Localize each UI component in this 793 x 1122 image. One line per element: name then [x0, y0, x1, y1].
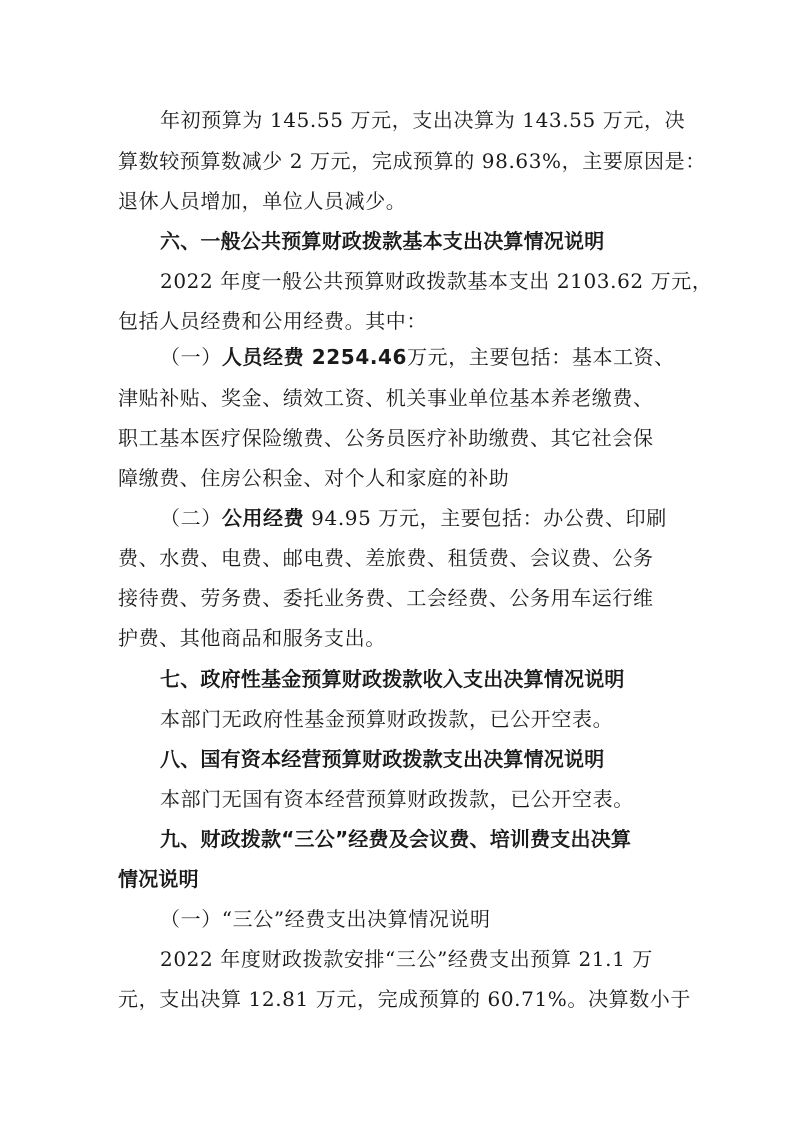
section-heading-6: 六、一般公共预算财政拨款基本支出决算情况说明	[160, 229, 605, 253]
paragraph-line: 元，支出决算 12.81 万元，完成预算的 60.71%。决算数小于	[118, 987, 691, 1011]
paragraph-line	[160, 344, 678, 370]
item-marker: （二）	[160, 506, 222, 530]
paragraph-line: 退休人员增加，单位人员减少。	[118, 189, 407, 213]
paragraph-line: 障缴费、住房公积金、对个人和家庭的补助	[118, 466, 510, 490]
subsection-heading: （一）“三公”经费支出决算情况说明	[160, 907, 491, 931]
bold-term-public-expenses: 公用经费	[221, 506, 305, 530]
section-heading-9: 九、财政拨款“三公”经费及会议费、培训费支出决算	[160, 827, 632, 851]
section-heading-8: 八、国有资本经营预算财政拨款支出决算情况说明	[160, 747, 605, 771]
paragraph-line: 职工基本医疗保险缴费、公务员医疗补助缴费、其它社会保	[118, 426, 654, 450]
paragraph-line: 2022 年度财政拨款安排“三公”经费支出预算 21.1 万	[160, 947, 653, 971]
paragraph-line: 费、水费、电费、邮电费、差旅费、租赁费、会议费、公务	[118, 546, 654, 570]
section-heading-7: 七、政府性基金预算财政拨款收入支出决算情况说明	[160, 667, 625, 691]
item-text: 万元，主要包括：基本工资、	[407, 345, 675, 369]
paragraph-line: 本部门无国有资本经营预算财政拨款，已公开空表。	[160, 787, 634, 811]
paragraph-line: 2022 年度一般公共预算财政拨款基本支出 2103.62 万元，	[160, 269, 713, 293]
paragraph-line: 津贴补贴、奖金、绩效工资、机关事业单位基本养老缴费、	[118, 386, 654, 410]
paragraph-line: 本部门无政府性基金预算财政拨款，已公开空表。	[160, 707, 614, 731]
paragraph-line	[160, 505, 678, 531]
item-text: 94.95 万元，主要包括：办公费、印刷	[304, 506, 667, 530]
paragraph-line: 接待费、劳务费、委托业务费、工会经费、公务用车运行维	[118, 586, 654, 610]
bold-term-personnel-expenses: 人员经费 2254.46	[221, 345, 408, 369]
item-marker: （一）	[160, 345, 222, 369]
section-heading-9-continued: 情况说明	[118, 867, 199, 891]
paragraph-line: 算数较预算数减少 2 万元，完成预算的 98.63%，主要原因是：	[118, 149, 706, 173]
paragraph-line: 包括人员经费和公用经费。其中：	[118, 309, 427, 333]
paragraph-line: 护费、其他商品和服务支出。	[118, 626, 386, 650]
paragraph-line: 年初预算为 145.55 万元，支出决算为 143.55 万元，决	[160, 108, 686, 132]
